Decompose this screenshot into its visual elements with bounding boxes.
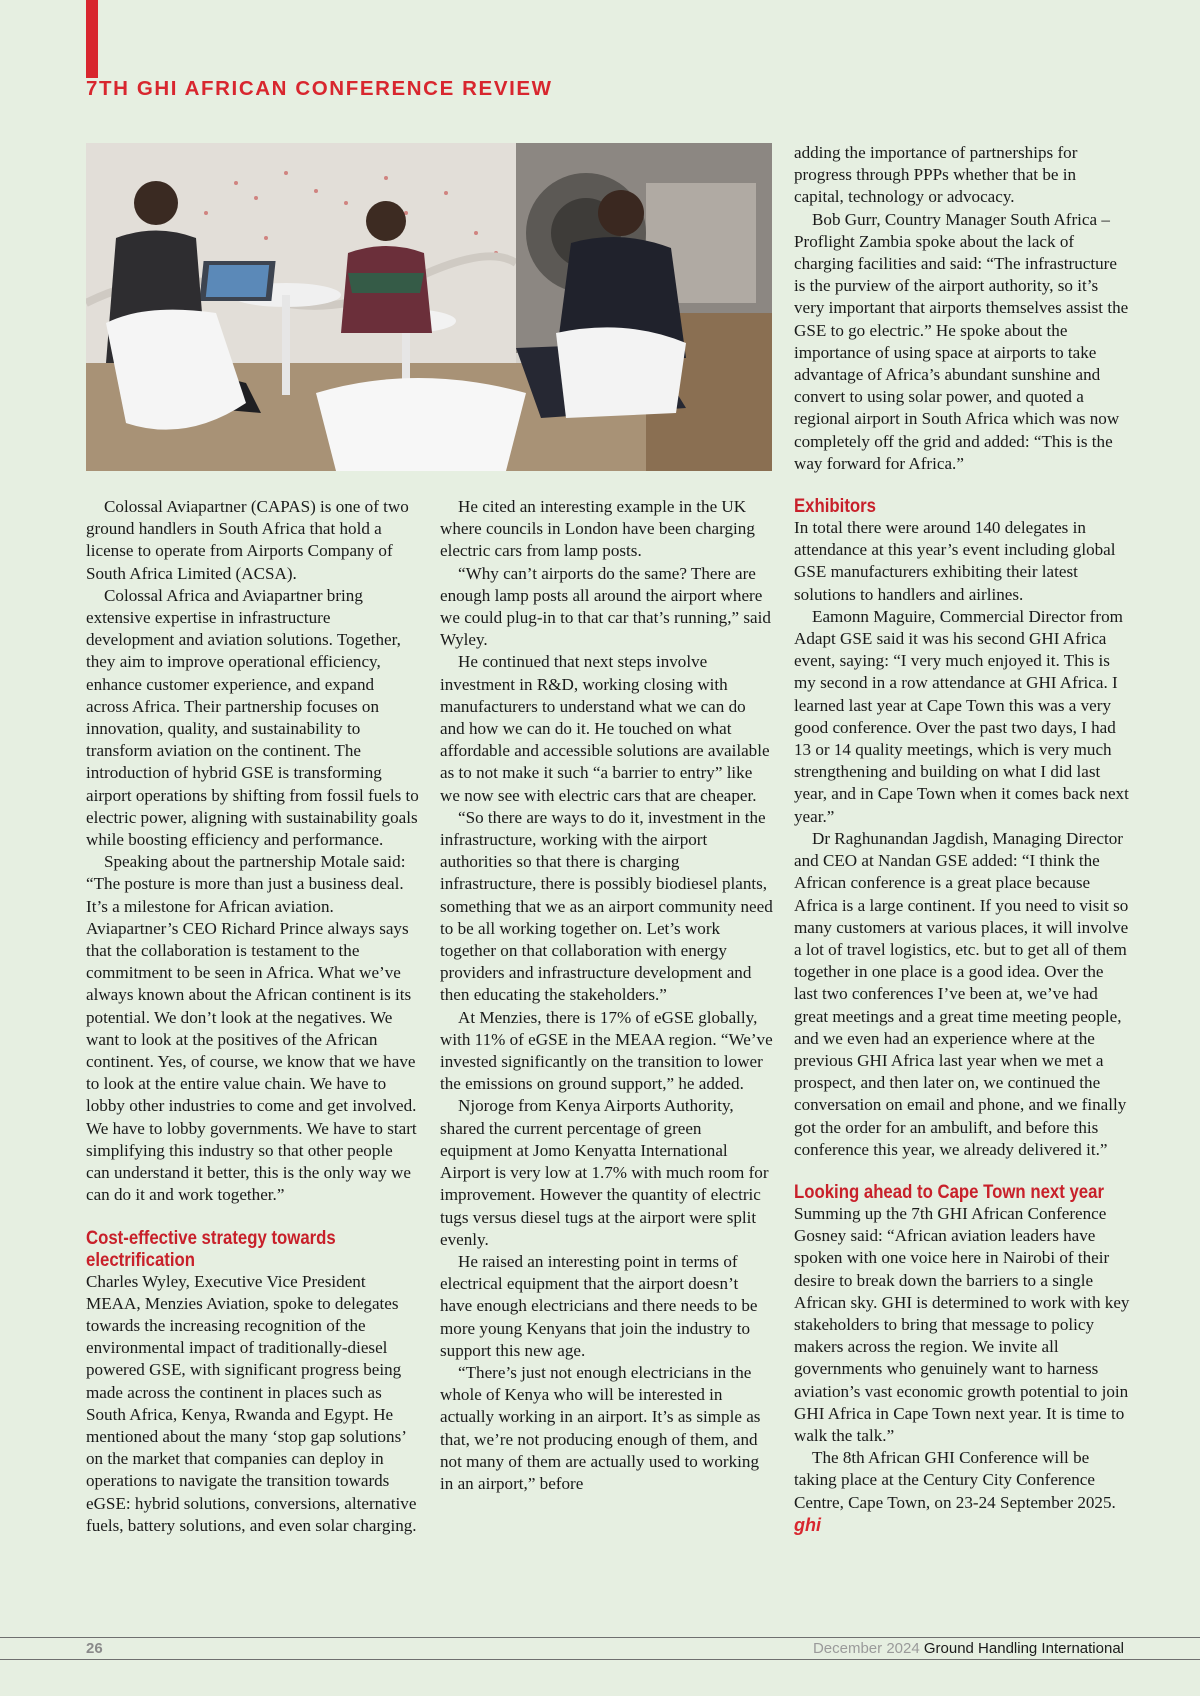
paragraph: In total there were around 140 delegates in attendance at this year’s event including global GSE manufacturers exhibiting their latest solutions to handlers and airlines. [794,518,1116,604]
issue-date: December 2024 [812,1640,920,1657]
paragraph: Charles Wyley, Executive Vice President MEAA, Menzies Aviation, spoke to delegates towards the increasing recognition of the environmental impact of traditionally-diesel powered GSE, with significant progress being made across the continent in places such as South Africa, Kenya, Rwanda and Egypt. He mentioned about the many ‘stop gap solutions’ on the market that companies can deploy in operations to navigate the transition towards eGSE: hybrid solutions, conversions, alternative fuels, battery solutions, and even solar charging. [86,1271,417,1535]
paragraph: “There’s just not enough electricians in the whole of Kenya who will be interested in actually working in an airport. It’s as simple as that, we’re not producing enough of them, and not many of them are actually used to working in an airport,” before [440,1362,761,1493]
footer-masthead [813,1640,1124,1657]
closing-text: The 8th African GHI Conference will be taking place at the Century City Conference Centre, Cape Town, on 23-24 September 2025. [794,1448,1116,1512]
paragraph: He raised an interesting point in terms of electrical equipment that the airport doesn’t have enough electricians and there needs to be more young Kenyans that join the industry to support this new age. [440,1251,758,1360]
paragraph: He cited an interesting example in the UK where councils in London have been charging electric cars from lamp posts. [440,497,755,561]
article-column-3 [794,142,1130,1537]
subheading: Cost-effective strategy towards electrification [86,1226,336,1271]
paragraph: “So there are ways to do it, investment in the infrastructure, working with the airport authorities so that there is charging infrastructure, there is possibly biodiesel plants, something that we as an airport community need to be all working together on. Let’s work together on that collaboration with energy providers and infrastructure development and then educating the stakeholders.” [440,807,773,1005]
ghi-end-logo: ghi [794,1514,821,1535]
subheading: Looking ahead to Cape Town next year [794,1180,1104,1203]
paragraph [794,1447,1130,1537]
footer-rule-bottom [0,1659,1200,1660]
paragraph: Colossal Africa and Aviapartner bring extensive expertise in infrastructure development and aviation solutions. Together, they aim to improve operational efficiency, enhance customer experience, and expand across Africa. Their partnership focuses on innovation, quality, and sustainability to transform aviation on the continent. The introduction of hybrid GSE is transforming airport operations by shifting from fossil fuels to electric power, aligning with sustainability goals while boosting efficiency and performance. [86,585,419,850]
paragraph: Dr Raghunandan Jagdish, Managing Director and CEO at Nandan GSE added: “I think the African conference is a great place because Africa is a large continent. If you need to visit so many customers at various places, it will involve a lot of travel logistics, etc. but to get all of them together in one place is a good idea. Over the last two conferences I’ve been at, we’ve had great meetings and a great time meeting people, and we even had an experience where at the previous GHI Africa last year when we met a prospect, and then later on, we continued the conversation on email and phone, and we finally got the order for an ambulift, and before this conference this year, we already delivered it.” [794,828,1129,1159]
paragraph: Colossal Aviapartner (CAPAS) is one of two ground handlers in South Africa that hold a license to operate from Airports Company of South Africa Limited (ACSA). [86,497,409,583]
conference-photo [86,143,772,471]
paragraph: At Menzies, there is 17% of eGSE globally, with 11% of eGSE in the MEAA region. “We’ve invested significantly on the transition to lower the emissions on ground support,” he added. [440,1007,773,1094]
paragraph: Eamonn Maguire, Commercial Director from Adapt GSE said it was his second GHI Africa event, saying: “I very much enjoyed it. This is my second in a row attendance at GHI Africa. I learned last year at Cape Town this was a very good conference. Over the past two days, I had 13 or 14 quality meetings, which is very much strengthening and building on what I did last year, and in Cape Town when it comes back next year.” [794,606,1129,826]
article-column-2 [440,496,774,1495]
paragraph: Speaking about the partnership Motale said: “The posture is more than just a business deal. It’s a milestone for African aviation. Aviapartner’s CEO Richard Prince always says that the collaboration is testament to the commitment to be seen in Africa. What we’ve always known about the African continent is its potential. We don’t look at the negatives. We want to look at the positives of the African continent. Yes, of course, we know that we have to look at the entire value chain. We have to lobby other industries to come and get involved. We have to lobby governments. We have to start simplifying this industry so that other people can understand it better, this is the only way we can do it and work together.” [86,852,417,1205]
subheading: Exhibitors [794,495,877,518]
paragraph: Njoroge from Kenya Airports Authority, shared the current percentage of green equipment at Jomo Kenyatta International Airport is very low at 1.7% with much room for improvement. However the quantity of electric tugs versus diesel tugs at the airport were split evenly. [440,1096,769,1249]
page-number: 26 [86,1640,103,1657]
publication-name: Ground Handling International [923,1640,1124,1657]
paragraph: He continued that next steps involve investment in R&D, working closing with manufacturers to understand what we can do and how we can do it. He touched on what affordable and accessible solutions are available as to not make it such “a barrier to entry” like we now see with electric cars that are cheaper. [440,652,770,805]
paragraph: adding the importance of partnerships for progress through PPPs whether that be in capital, technology or advocacy. [794,143,1078,207]
paragraph: Summing up the 7th GHI African Conference Gosney said: “African aviation leaders have spoken with one voice here in Nairobi of their desire to break down the barriers to a single African sky. GHI is determined to work with key stakeholders to bring that message to policy makers across the region. We invite all governments who genuinely want to harness aviation’s vast economic growth potential to join GHI Africa in Cape Town next year. It is time to walk the talk.” [794,1203,1130,1445]
footer-rule-top [0,1637,1200,1638]
section-title: 7TH GHI AFRICAN CONFERENCE REVIEW [86,77,553,100]
header-accent-bar [86,0,98,78]
article-column-1 [86,496,420,1537]
paragraph: “Why can’t airports do the same? There are enough lamp posts all around the airport where we could plug-in to that car that’s running,” said Wyley. [440,563,771,650]
paragraph: Bob Gurr, Country Manager South Africa – Proflight Zambia spoke about the lack of charging facilities and said: “The infrastructure is the purview of the airport authority, so it’s very important that airports themselves assist the GSE to go electric.” He spoke about the importance of using space at airports to take advantage of Africa’s abundant sunshine and convert to using solar power, and quoted a regional airport in South Africa which was now completely off the grid and added: “This is the way forward for Africa.” [794,209,1129,473]
